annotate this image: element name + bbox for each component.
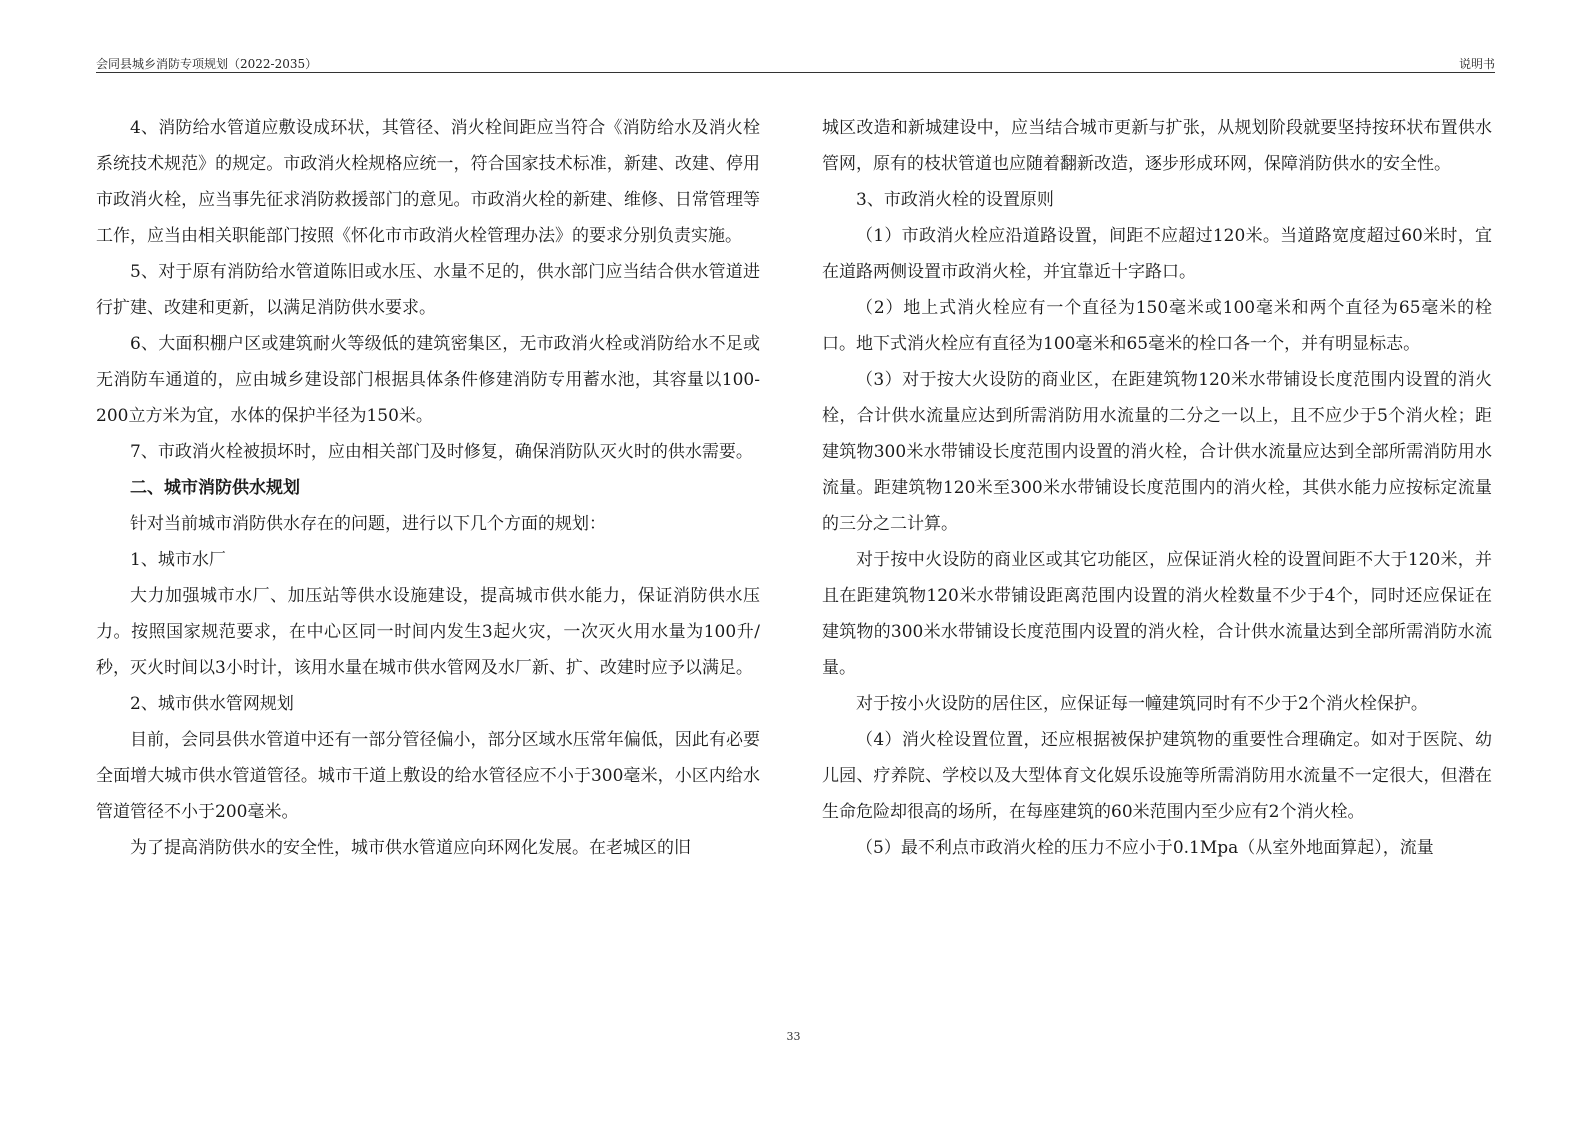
page-footer	[0, 1030, 1587, 1043]
paragraph: 1、城市水厂	[130, 550, 226, 570]
paragraph: 对于按中火设防的商业区或其它功能区，应保证消火栓的设置间距不大于120米，并且在距建筑物120米水带铺设距离范围内设置的消火栓数量不少于4个，同时还应保证在建筑物的300米水带铺设长度范围内设置的消火栓，合计供水流量达到全部所需消防水流量。	[822, 550, 1492, 678]
header-divider	[96, 72, 1495, 73]
left-column	[96, 110, 760, 866]
section-heading: 二、城市消防供水规划	[130, 478, 300, 498]
paragraph: （5）最不利点市政消火栓的压力不应小于0.1Mpa（从室外地面算起），流量	[856, 838, 1434, 858]
paragraph: 目前，会同县供水管道中还有一部分管径偏小，部分区域水压常年偏低，因此有必要全面增大城市供水管道管径。城市干道上敷设的给水管径应不小于300毫米，小区内给水管道管径不小于200毫米。	[96, 730, 760, 822]
paragraph: 4、消防给水管道应敷设成环状，其管径、消火栓间距应当符合《消防给水及消火栓系统技术规范》的规定。市政消火栓规格应统一，符合国家技术标准，新建、改建、停用市政消火栓，应当事先征求消防救援部门的意见。市政消火栓的新建、维修、日常管理等工作，应当由相关职能部门按照《怀化市市政消火栓管理办法》的要求分别负责实施。	[96, 118, 760, 246]
paragraph: 7、市政消火栓被损坏时，应由相关部门及时修复，确保消防队灭火时的供水需要。	[130, 442, 753, 462]
paragraph: 对于按小火设防的居住区，应保证每一幢建筑同时有不少于2个消火栓保护。	[856, 694, 1428, 714]
paragraph: 针对当前城市消防供水存在的问题，进行以下几个方面的规划：	[130, 514, 606, 534]
document-type: 说明书	[1458, 57, 1495, 71]
paragraph: 3、市政消火栓的设置原则	[856, 190, 1054, 210]
paragraph: 5、对于原有消防给水管道陈旧或水压、水量不足的，供水部门应当结合供水管道进行扩建、改建和更新，以满足消防供水要求。	[96, 262, 760, 318]
paragraph: 6、大面积棚户区或建筑耐火等级低的建筑密集区，无市政消火栓或消防给水不足或无消防车通道的，应由城乡建设部门根据具体条件修建消防专用蓄水池，其容量以100-200立方米为宜，水体的保护半径为150米。	[96, 334, 760, 426]
paragraph: 城区改造和新城建设中，应当结合城市更新与扩张，从规划阶段就要坚持按环状布置供水管网，原有的枝状管道也应随着翻新改造，逐步形成环网，保障消防供水的安全性。	[822, 118, 1492, 174]
paragraph: 为了提高消防供水的安全性，城市供水管道应向环网化发展。在老城区的旧	[130, 838, 691, 858]
right-column	[822, 110, 1492, 866]
paragraph: 大力加强城市水厂、加压站等供水设施建设，提高城市供水能力，保证消防供水压力。按照国家规范要求，在中心区同一时间内发生3起火灾，一次灭火用水量为100升/秒，灭火时间以3小时计，该用水量在城市供水管网及水厂新、扩、改建时应予以满足。	[96, 586, 760, 678]
paragraph: （4）消火栓设置位置，还应根据被保护建筑物的重要性合理确定。如对于医院、幼儿园、疗养院、学校以及大型体育文化娱乐设施等所需消防用水流量不一定很大，但潜在生命危险却很高的场所，在每座建筑的60米范围内至少应有2个消火栓。	[822, 730, 1492, 822]
page-number: 33	[786, 1030, 801, 1043]
page-header	[96, 52, 1495, 72]
paragraph: 2、城市供水管网规划	[130, 694, 294, 714]
paragraph: （3）对于按大火设防的商业区，在距建筑物120米水带铺设长度范围内设置的消火栓，合计供水流量应达到所需消防用水流量的二分之一以上，且不应少于5个消火栓；距建筑物300米水带铺设长度范围内设置的消火栓，合计供水流量应达到全部所需消防用水流量。距建筑物120米至300米水带铺设长度范围内的消火栓，其供水能力应按标定流量的三分之二计算。	[822, 370, 1492, 534]
paragraph: （1）市政消火栓应沿道路设置，间距不应超过120米。当道路宽度超过60米时，宜在道路两侧设置市政消火栓，并宜靠近十字路口。	[822, 226, 1492, 282]
document-title: 会同县城乡消防专项规划（2022-2035）	[96, 57, 318, 71]
paragraph: （2）地上式消火栓应有一个直径为150毫米或100毫米和两个直径为65毫米的栓口。地下式消火栓应有直径为100毫米和65毫米的栓口各一个，并有明显标志。	[822, 298, 1492, 354]
